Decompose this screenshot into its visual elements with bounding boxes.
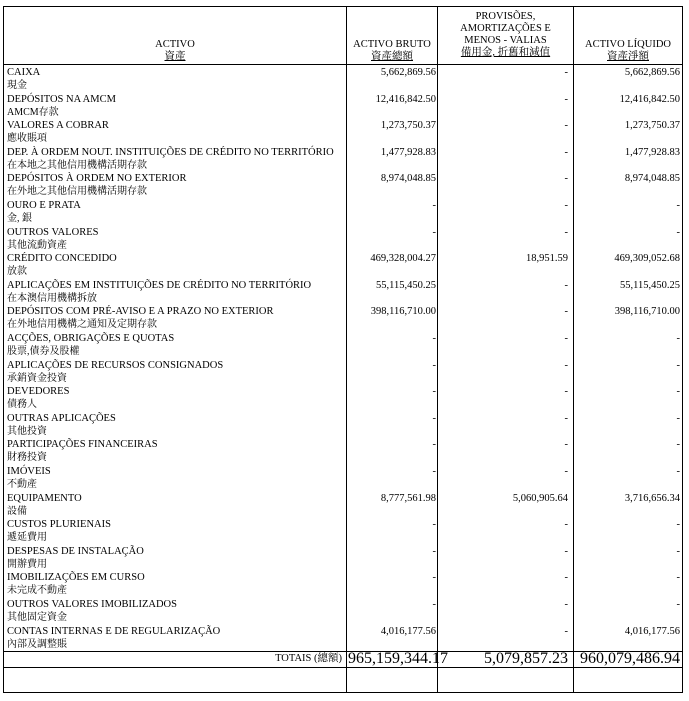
table-row [4, 518, 682, 545]
row-label-zh: 不動產 [7, 479, 37, 490]
row-provisoes: - [564, 386, 568, 398]
header-provisoes-line2: AMORTIZAÇÕES E [460, 23, 551, 34]
row-activo-bruto: - [432, 412, 436, 424]
row-activo-bruto: 12,416,842.50 [375, 93, 436, 105]
table-row [4, 545, 682, 572]
row-label: CAIXA [7, 67, 41, 78]
row-label: APLICAÇÕES EM INSTITUIÇÕES DE CRÉDITO NO TERRITÓRIO [7, 279, 312, 291]
row-activo-liquido: - [676, 200, 680, 211]
header-bruto [347, 39, 437, 63]
row-provisoes: - [564, 146, 568, 158]
row-provisoes: - [564, 519, 568, 531]
row-provisoes: - [564, 226, 568, 238]
table-row [4, 226, 682, 253]
row-activo-bruto: 469,328,004.27 [370, 253, 436, 265]
row-label: EQUIPAMENTO [7, 492, 82, 504]
row-provisoes: - [564, 545, 568, 557]
row-label: APLICAÇÕES DE RECURSOS CONSIGNADOS [7, 359, 224, 371]
table-row [4, 332, 682, 359]
table-row [4, 359, 682, 386]
row-provisoes: - [564, 279, 568, 291]
row-provisoes: - [564, 572, 568, 584]
table-row [4, 146, 682, 173]
row-activo-bruto: 398,116,710.00 [370, 306, 436, 318]
row-activo-liquido: - [676, 386, 680, 398]
table-row [4, 66, 682, 93]
row-label-zh: 放款 [7, 266, 27, 278]
row-provisoes: - [564, 333, 568, 344]
table-row [4, 279, 682, 306]
header-liquido [574, 39, 682, 63]
row-activo-bruto: - [432, 466, 436, 477]
row-activo-bruto: 8,777,561.98 [380, 492, 436, 504]
row-provisoes: - [564, 599, 568, 610]
totals-bottom-divider [4, 667, 682, 668]
totals-liquido: 960,079,486.94 [580, 650, 680, 667]
row-activo-liquido: - [676, 359, 680, 371]
row-label-zh: 其他投資 [7, 425, 47, 437]
header-bruto-zh: 資產總額 [371, 51, 413, 62]
row-activo-bruto: 1,273,750.37 [380, 120, 436, 132]
row-provisoes: - [564, 625, 568, 637]
row-activo-liquido: 398,116,710.00 [614, 306, 680, 318]
header-liquido-label: ACTIVO LÍQUIDO [584, 39, 672, 50]
row-activo-liquido: - [676, 333, 680, 344]
header-activo-zh: 資產 [164, 51, 186, 62]
row-activo-bruto: - [432, 359, 436, 371]
row-label: VALORES A COBRAR [7, 120, 109, 132]
row-activo-liquido: 1,477,928.83 [624, 146, 680, 158]
row-provisoes: - [564, 466, 568, 477]
row-activo-liquido: 1,273,750.37 [624, 120, 680, 132]
row-label: ACÇÕES, OBRIGAÇÕES E QUOTAS [7, 333, 175, 344]
row-label: IMOBILIZAÇÕES EM CURSO [7, 572, 145, 584]
header-liquido-zh: 資產淨額 [607, 51, 649, 62]
totals-bruto: 965,159,344.17 [348, 650, 448, 667]
row-label: DEPÓSITOS COM PRÉ-AVISO E A PRAZO NO EXTERIOR [7, 306, 274, 318]
row-activo-bruto: - [432, 519, 436, 531]
row-provisoes: - [564, 93, 568, 105]
row-activo-bruto: - [432, 386, 436, 398]
row-label: OUTRAS APLICAÇÕES [7, 412, 116, 424]
row-label-zh: 債務人 [7, 399, 37, 411]
row-provisoes: - [564, 173, 568, 185]
row-activo-liquido: - [676, 599, 680, 610]
row-activo-bruto: - [432, 333, 436, 344]
row-label: DEPÓSITOS À ORDEM NO EXTERIOR [7, 173, 187, 185]
table-row [4, 172, 682, 199]
row-label-zh: 開辦費用 [7, 558, 47, 570]
row-label-zh: 股票,債券及股權 [7, 346, 80, 357]
row-provisoes: - [564, 306, 568, 318]
row-label: CUSTOS PLURIENAIS [7, 519, 111, 531]
row-provisoes: - [564, 412, 568, 424]
row-label: DEP. À ORDEM NOUT. INSTITUIÇÕES DE CRÉDITO NO TERRITÓRIO [7, 146, 334, 158]
row-activo-liquido: - [676, 226, 680, 238]
row-activo-bruto: 4,016,177.56 [380, 625, 436, 637]
header-divider [4, 64, 682, 65]
totals-label: TOTAIS (總額) [275, 653, 342, 664]
header-activo [4, 39, 346, 63]
row-activo-liquido: 12,416,842.50 [619, 93, 680, 105]
row-provisoes: - [564, 439, 568, 451]
table-row [4, 119, 682, 146]
row-label: OURO E PRATA [7, 200, 81, 211]
header-activo-label: ACTIVO [155, 39, 195, 50]
row-label-zh: 財務投資 [7, 452, 47, 464]
row-label-zh: 內部及調整賬 [7, 638, 67, 650]
row-label: DEPÓSITOS NA AMCM [7, 93, 116, 105]
header-provisoes-zh: 備用金, 折舊和減值 [460, 47, 551, 58]
table-row [4, 625, 682, 652]
row-label: DEVEDORES [7, 386, 70, 398]
row-label-zh: 在外地信用機構之通知及定期存款 [7, 319, 157, 331]
row-activo-bruto: - [432, 226, 436, 238]
row-label-zh: 金, 銀 [7, 213, 32, 224]
row-label: IMÓVEIS [7, 466, 51, 477]
header-provisoes-line1: PROVISÕES, [475, 11, 536, 22]
row-activo-liquido: - [676, 519, 680, 531]
table-row [4, 252, 682, 279]
row-activo-liquido: 4,016,177.56 [624, 625, 680, 637]
table-row [4, 305, 682, 332]
row-activo-bruto: 5,662,869.56 [380, 67, 436, 78]
row-label-zh: AMCM存款 [7, 106, 59, 118]
row-activo-bruto: 1,477,928.83 [380, 146, 436, 158]
table-row [4, 412, 682, 439]
row-activo-bruto: 55,115,450.25 [376, 279, 436, 291]
row-label-zh: 現金 [7, 80, 27, 91]
row-provisoes: - [564, 200, 568, 211]
row-label-zh: 在本澳信用機構拆放 [7, 292, 97, 304]
row-activo-liquido: 469,309,052.68 [614, 253, 680, 265]
row-activo-liquido: - [676, 466, 680, 477]
row-activo-liquido: - [676, 439, 680, 451]
header-provisoes [438, 11, 573, 59]
row-activo-liquido: 8,974,048.85 [624, 173, 680, 185]
row-activo-liquido: - [676, 572, 680, 584]
row-label: PARTICIPAÇÕES FINANCEIRAS [7, 439, 158, 451]
row-label-zh: 承銷資金投資 [7, 372, 67, 384]
row-activo-bruto: - [432, 439, 436, 451]
row-provisoes: - [564, 359, 568, 371]
header-bruto-label: ACTIVO BRUTO [353, 39, 431, 50]
row-activo-liquido: 5,662,869.56 [624, 67, 680, 78]
row-activo-bruto: - [432, 545, 436, 557]
row-activo-bruto: - [432, 200, 436, 211]
totals-provisoes: 5,079,857.23 [484, 650, 568, 667]
row-label-zh: 其他流動資產 [7, 239, 67, 251]
row-activo-liquido: - [676, 412, 680, 424]
row-label: OUTROS VALORES [7, 226, 99, 238]
row-provisoes: - [564, 120, 568, 132]
table-row [4, 385, 682, 412]
row-label-zh: 設備 [7, 505, 27, 517]
row-activo-liquido: - [676, 545, 680, 557]
table-row [4, 199, 682, 226]
row-label-zh: 在外地之其他信用機構活期存款 [7, 186, 147, 198]
row-label-zh: 其他固定資金 [7, 612, 67, 623]
row-activo-bruto: - [432, 599, 436, 610]
row-label-zh: 遞延費用 [7, 532, 47, 544]
header-provisoes-line3: MENOS - VALIAS [464, 35, 547, 46]
table-row [4, 465, 682, 492]
row-label-zh: 未完成不動產 [7, 585, 67, 597]
row-label: DESPESAS DE INSTALAÇÃO [7, 545, 144, 557]
table-row [4, 438, 682, 465]
row-activo-liquido: 3,716,656.34 [624, 492, 680, 504]
table-row [4, 598, 682, 625]
row-provisoes: 18,951.59 [526, 253, 568, 265]
table-row [4, 571, 682, 598]
row-label-zh: 在本地之其他信用機構活期存款 [7, 159, 147, 171]
table-row [4, 492, 682, 519]
row-label-zh: 應收賬項 [7, 133, 47, 145]
row-label: CRÉDITO CONCEDIDO [7, 253, 117, 265]
row-activo-liquido: 55,115,450.25 [620, 279, 680, 291]
row-activo-bruto: - [432, 572, 436, 584]
table-row [4, 93, 682, 120]
row-provisoes: 5,060,905.64 [512, 492, 568, 504]
row-label: CONTAS INTERNAS E DE REGULARIZAÇÃO [7, 625, 221, 637]
balance-sheet-table [3, 6, 683, 693]
row-activo-bruto: 8,974,048.85 [380, 173, 436, 185]
row-provisoes: - [564, 67, 568, 78]
row-label: OUTROS VALORES IMOBILIZADOS [7, 599, 177, 610]
